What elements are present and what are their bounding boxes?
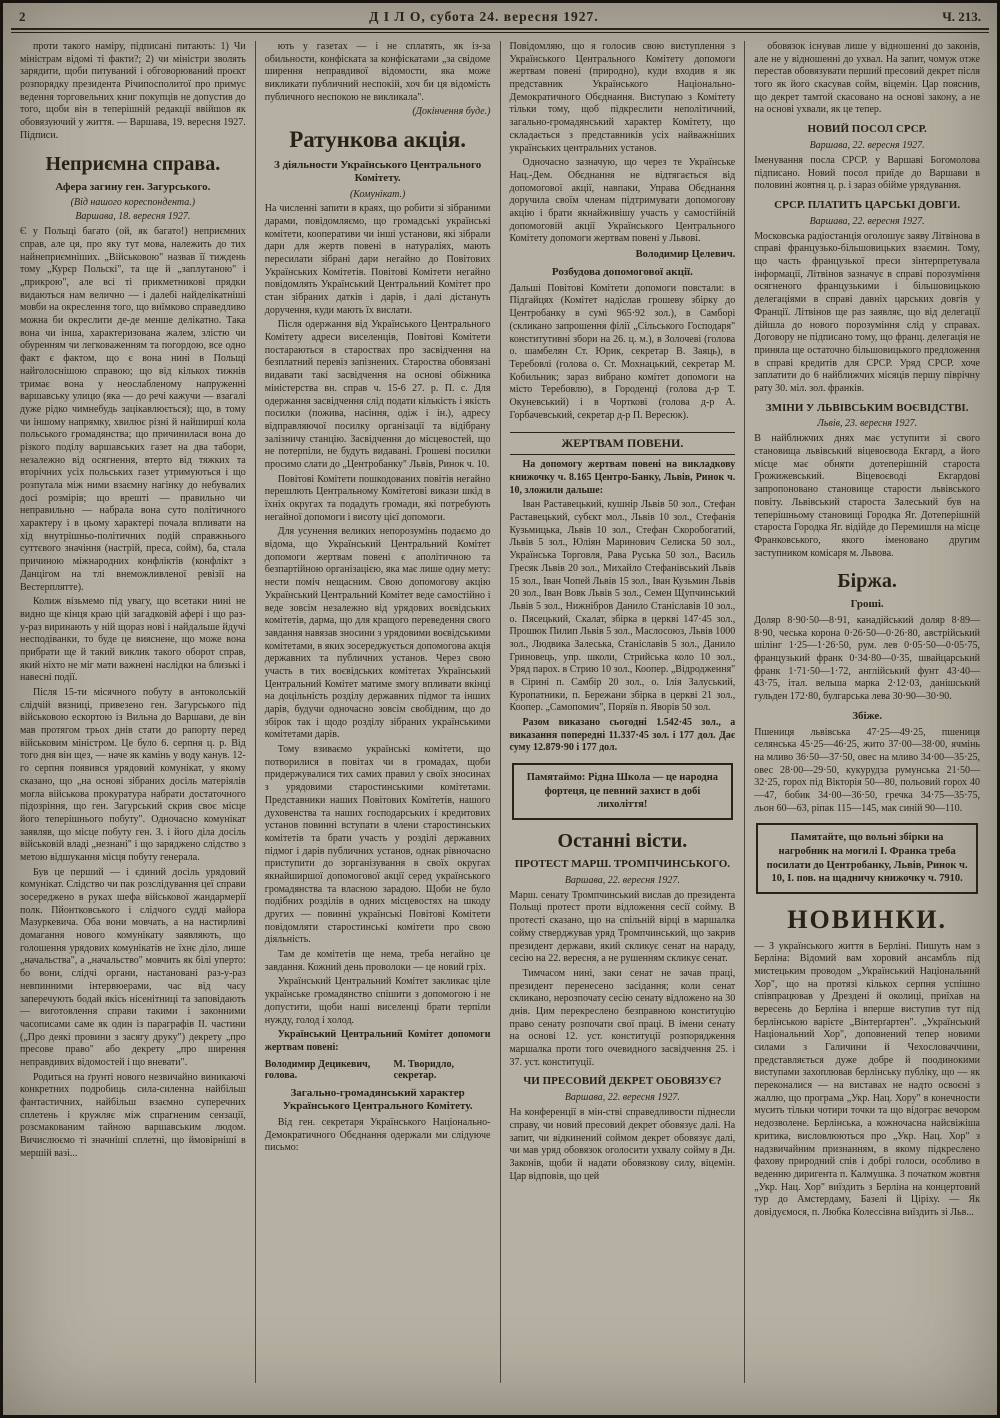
continuation-note: (Докінчення буде.) — [412, 106, 491, 118]
article-subhead-note: (Від нашого кореспондента.) — [70, 197, 196, 209]
paragraph: Український Центральний Комітет закликає ціле українське громадянство спішити з допомогою і не допустити, щоби наші виселенці брати терпіли нужду, голод і холод. — [264, 976, 491, 1026]
article-subhead: Загально-громадянський характер Українського Центрального Комітету. — [282, 1086, 473, 1113]
paragraph-bold: Український Центральний Комітет допомоги жертвам повені: — [264, 1029, 491, 1053]
article-subhead: Афера загину ген. Загурського. — [55, 180, 211, 193]
paragraph: Тому взиваємо українські комітети, що потворилися в повітах чи в громадах, щоби придержувалися тих самих правил у своїх зносинах з урядовими старостинськими комітетами. Представники наших Повітових Комітетів, нашого духовенства та наших господарських і кредитових установ повинні вступати в члени старостинських комітетів та брати участь у розділі державних підмог і дарів публичних установ, однак рівночасно приступити до зорганізування в своїх округах якнайширшої допомогової акції серед українського громадянства та власною зарадою. Щоби не було подібних розділів в одних місцевостях на шкоду других — повинні українські Повітові Комітети повідомляти старостинські комітети про свою діяльність. — [264, 744, 491, 946]
paragraph: проти такого наміру, підписані питають: 1) Чи міністрам відомі ті факти?; 2) чи міністри зволять зарядити, щоби питуваний і обговорюваний проєкт розпорядку президента Річипосполитої про примус ведення торговельних книг покупців не допустив до того, щоби він в теперішній редакції ввійшов як обовязуючий у життя. — Варшава, 19. вересня 1927. Підписи. — [20, 41, 246, 141]
masthead-rule — [11, 28, 989, 30]
dateline: Варшава, 18. вересня 1927. — [75, 211, 191, 223]
paragraph: Після 15-ти місячного побуту в антоколській слідчій вязниці, привезено ген. Загурського під військовою ескортою із Вильна до Варшави, де він мав протягом трьох днів стати до рапорту перед військовим міністром. Це було 6. серпня ц. р. Від того дня він щез, — наче як камінь у воду канув. 12-го серпня появився урядовий комунікат, у якому сказано, що „на основі зібраних досіль матеріялів могла військова прокуратура набрати достаточного підозріння, що ген. Загурський скрив своє місце його теперішнього побуту". Одночасно комунікат заявляв, що місце побуту ген. З. і його діла досіль військовій владі „незнані" і що заряджено слідство з метою відшукання місця побуту генерала. — [20, 687, 246, 863]
paragraph: Там де комітетів ще нема, треба негайно це завдання. Кожний день проволоки — це новий гріх. — [264, 949, 491, 973]
article-subhead: ЧИ ПРЕСОВИЙ ДЕКРЕТ ОБОВЯЗУЄ? — [523, 1075, 722, 1088]
signature-left: Володимир Децикевич, голова. — [264, 1058, 371, 1081]
paragraph: Родиться на ґрунті нового незвичайно виникаючі конкретних подробиць сила-силенна найбільш фантастичних, найбільш взаємно суперечних сплетень і кружляє між спрагненим сензації, розсмакованим тайною варшавським людом. Вичислюємо ті значніші сплетні, що ймовірніші в мершій вазі... — [20, 1071, 246, 1159]
paragraph: Одночасно зазначую, що через те Українське Нац.-Дем. Обєднання не відтягається від допомогової акції, навпаки, Управа Обєднання доручила своїм членам підтримувати допомогову акцію і брати якнайживішу участь у самостійній допомоговій акції Українського Центрального Комітету допомоги жертвам повені у Львові. — [509, 157, 736, 245]
notice-box: Памятаймо: Рідна Школа — це народна фортеця, це певний захист в добі лихоліття! — [512, 763, 734, 820]
signature-right: М. Творидло, секретар. — [393, 1058, 454, 1081]
paragraph-lead: На численні запити в краях, що робити зі зібраними дарами, повідомляємо, що громадські українські комітети, кооперативи чи інші установи, які зібрали дари для жертв повені в натураліях, мають пересилати зібрані дари негайно до Повітових Українських Комітетів. Повітові Комітети негайно повідомлять Український Центральний Комітет про стан зібраних датків і дарів, і далі дістануть доручення, куди мають їх вислати. — [264, 203, 491, 316]
issue-number: Ч. 213. — [942, 9, 981, 24]
paragraph: Іван Раставецький, кушнір Львів 50 зол., Стефан Раставецький, субєкт мол., Львів 10 зол., Стефанія Кузьмицька, Львів 10 зол., Стефан Скоробогатий, Львів 5 зол., Юліян Маринович Селиска 50 зол., Українська Торговля, Рава Руська 50 зол., Василь Гресяк Львів 20 зол., Михайло Стефанівський Львів 15 зол., Іван Чопей Львів 15 зол., Іван Кузьмин Львів 20 зол., Іван Вовк Львів 5 зол., Семен Щупчинський Львів 5 зол., Нижнібров Данило Станіславів 10 зол., о. Пясецький, Скалат, збірка в церкві 147·45 зол., Прошюк Пилип Львів 5 зол., Маслосоюз, Львів 1000 зол., Людвика Залеська, Станіславів 5 зол., Данило Гриновець, упр. школи, Стрийська коло 10 зол., Уряд парох. в Стрию 10 зол., Коопер. „Відродження" в Сірині п. Самбір 20 зол., о. Ілія Залуський, Куропатники, п. Бережани збірка в церкві 21 зол., Коопер. „Самопомич", Поряїв п. Яворів 50 зол. — [509, 499, 736, 714]
masthead — [3, 3, 997, 28]
article-subhead: З діяльности Українського Центрального Комітету. — [273, 158, 482, 185]
article-headline: Біржа. — [837, 570, 897, 593]
article-subhead: СРСР. ПЛАТИТЬ ЦАРСЬКІ ДОВГИ. — [774, 198, 961, 211]
newspaper-column-4 — [744, 41, 989, 1383]
paragraph: Тимчасом нині, заки сенат не зачав праці, президент перенесено засідання; коли сенат скликано, нерозпочату сесію сенату відложено на 30 днів. Цим перекреслено безправною конституцію право сенату розпочати свої праці. В імени сенату на основі 12. уст. конституції розпорядження маршалка проти того очевидного засвідчення 25. і 37. уст. конституції. — [509, 967, 736, 1068]
section-headline: ЖЕРТВАМ ПОВЕНИ. — [510, 432, 736, 455]
paper-title: Д І Л О, субота 24. вересня 1927. — [369, 9, 599, 24]
dateline: Варшава, 22. вересня 1927. — [564, 1092, 680, 1104]
paragraph-lead: Є у Польщі багато (ой, як багато!) неприємних справ, але ця, про яку тут мова, належить до тих найнеприємніших. „Військовою" назвав її тиждень тому „Курєр Польскі", та ще й „заплутаною" і „прикрою", але всі ті прикметникові прядки видаються нам велично — і далебі найделікатніші мовби на окреслення того, що виїмково справедливо можна би окреслити де-де менше делікатно. Така вона чи інша, характеризована жалем, злістю чи обуренням чи легковаженням та погордою, все одно факт є фактом, що є вона нині в Польщі найголоснішою справою; що від кількох тижнів тримає вона у неослабленому напруженні варшавську улицю (яка — до речі кажучи — взагалі дуже рідко чимнебудь зацікавлюється); що, в тому чи іншому напрямку, хвилює різні й найширші кола польського громадянства; що причинилася вона до різкого поділу варшавських газет на два табори, незалежно від осягнення, втерто від тяжких та вторічних усіх польських газет утримуються і що розпутала між ними взаємну нагінку до небувалих досі розмірів; що врешті — правильно чи неправильно — набрала вона суто політичного характеру і в цьому характері почала впливати на хід внутрішньо-політичних подій справжнього суттєвого значіння (настрій, преса, сойм), ба, стала причиною міжнародних конфліктів (конфлікт з Данцігом на тлі внеможливленої ревізії на Вестерплятте). — [20, 226, 246, 593]
newspaper-column-2 — [255, 41, 500, 1383]
article-subhead: Розбудова допомогової акції. — [551, 266, 693, 278]
newspaper-column-3 — [500, 41, 745, 1383]
paragraph-bold: Разом виказано сьогодні 1.542·45 зол., а виказання попередні 11.337·45 зол. і 177 дол. Дає суму 12.879·90 і 177 дол. — [509, 717, 736, 754]
paragraph-lead: Повідомляю, що я голосив свою виступлення з Українського Центрального Комітету допомоги жертвам повені (природно), куди входив я як представник Українського Національно-Демократичного Обєднання. Виступаю з Комітету тільки тому, щоб підкреслити неполітичний, загально-громадянський характер Комітету, що складається з представників усіх найважніших українських центральних установ. — [509, 41, 736, 154]
paragraph-bold: На допомогу жертвам повені на викладкову книжочку ч. 8.165 Центро-Банку, Львів, Ринок ч. 10, зложили дальше: — [509, 459, 736, 496]
article-subhead: НОВИЙ ПОСОЛ СРСР. — [807, 123, 927, 136]
paragraph-lead: Марш. сенату Тромпчинський вислав до президента Польщі протест проти відложення сесії сойму. В протесті сказано, що на спільній вірці в маршалка сойму стверджував уряд Тромпчинський, що закрив президент держави, який скликує сенат на нараду, сесію на 22. вересня, а не рушенням скликує сенат. — [509, 889, 736, 965]
dateline: Львів, 23. вересня 1927. — [817, 418, 918, 430]
article-headline: Ратункова акція. — [289, 127, 467, 153]
column-container — [3, 33, 997, 1383]
paragraph: ють у газетах — і не сплатять, як із-за обильности, конфіската за конфіскатами „за свідоме ширення неправдивої відомости, яка може викликати публичний неспокій, хоч би ця відомість публичного неспокою не викликала". — [264, 41, 491, 103]
article-headline: Неприємна справа. — [45, 152, 221, 175]
dateline: Варшава, 22. вересня 1927. — [809, 139, 925, 151]
notice-box: Памятайте, що вольні збірки на нагробник на могилі І. Франка треба посилати до Центробанку, Львів, Ринок ч. 10, І. пов. на щадничу книжочку ч. 7910. — [756, 823, 978, 894]
paragraph-lead: Іменування посла СРСР. у Варшаві Богомолова підписано. Новий посол приїде до Варшави в половині жовтня ц. р. і зараз обійме урядування. — [754, 154, 980, 192]
dateline: Варшава, 22. вересня 1927. — [564, 874, 680, 886]
signature-row — [265, 1059, 491, 1081]
paragraph: Був це перший — і єдиний досіль урядовий комунікат. Слідство чи пак розслідування цеї справи зосереджено в руках шефа військової жандармерії полк. Пйонтковського і слідчого судді майора Мазуркевича. Оба вони мовчать, а на настирливі домагання нового комунікату заявляють, що голошення урядових комунікатів не їхнє діло, лише „начальства", а „начальство" мовчить як білі уперто: бо вони, слідчі органи, настановані раз-у-раз невпинними інтервюерами, час від часу заперечують бодай якісь нісенітниці та заповідають — виготовлення справи такими і законними часописами саме як один із параграфів ІІ. частини („Про деякі провини з засягу друку") декрету „про пресове право" або декрету „про ширення неправдивих відомостей і що вневати". — [20, 866, 246, 1068]
paragraph-lead: На конференції в мін-стві справедливости піднесли справу, чи новий пресовий декрет обовязує далі. На запит, чи відкинений соймом декрет обовязує далі, чи мав уряд обовязок оголосити ухвалу сойму в Дн. Законів, щоби й надати обовязкову силу, віцемін. Цар відповів, що цей — [509, 1107, 736, 1182]
article-subhead-note: (Комунікат.) — [349, 189, 406, 201]
newspaper-column-1 — [11, 41, 255, 1383]
paragraph-lead: Московська радіостанція оголошує заяву Літвінова в справі французько-більшовицьких взаємин. Тому, що часть французької преси зінтерпретувала інформації, Літвінов зазначує в справі порозуміння осягненого французькими і більшовицькою делегаціями в справі давніх царських довгів у Франції. Літвінов ще раз заявляє, що від делегації дійшла до нового порозуміння слід у справах. Договору не підписано тому, що франц. делегація не приняла ще остаточно більшовицького предложення в справі кредитів для СРСР. Уряд СРСР. хоче заплатити до 6 найближчих місяців першу піврічну рату 30. міл. зол. франків. — [754, 230, 980, 394]
paragraph: Після одержання від Українського Центрального Комітету адреси виселенців, Повітові Комітети постараються в староствах про засвідчення на безплатний перевіз запізнених. Староства обовязані видавати такі засвідчення на основі обіжника міністерства вн. справ ч. 15-6 27. р. П. с. Для одержання засвідчення слід подати кількість і якість посилки (пожива, насіння, одіж і ін.), адресу відправляючої посилку організації та відібрану залізничу станцію. Засвідчення до місцевостей, що не потерпіли, не будуть видавані. Грошеві посилки просимо слати до „Центробанку" Львів, Ринок ч. 10. — [264, 319, 491, 470]
paragraph: обовязок існував лише у відношенні до законів, але не у відношенні до ухвал. На запит, чомуж отже перестав обовязувати перший пресовий декрет після того як його скасував сойм, віцемін. Цар пояснив, що декрет тамтой скасовано на основі закону, а не на основі ухвали, як це тепер. — [754, 41, 980, 116]
paragraph-lead: В найближчих днях має уступити зі свого становища львівський віцевоєвода Екгард, а його місце має обняти дотеперішній староста Грожижевський. Віцевоєводі Екгардові запропоновано становище старости львівського повіту. Львівський староста Залеський був на теперішньому становищі Городка Яг. Дотеперішній староста Городка Яг. відійде до Перемишля на місце Франковського, якого іменовано другим заступником комісаря м. Львова. — [754, 433, 980, 559]
article-subhead: ПРОТЕСТ МАРШ. ТРОМПЧИНСЬКОГО. — [514, 858, 731, 871]
paragraph-lead: Дальші Повітові Комітети допомоги повстали: в Підгайцях (Комітет надіслав грошеву збірку до Центробанку в сумі 965·92 зол.), в Самборі (скликано запрошення філії „Сільського Господаря" конститутивні збори на 26. ц. м.), в Золочеві (голова о. шамбелян Ст. Юрик, секретар В. Заяць), в Теребовлі (голова о. Ст. Мохнацький, секретар М. Кобильник; зараз вибрано комітет допомоги на місто Теребовлю), в Городенці (голова д-р Т. Окуневський) і в Чорткові (голова д-р А. Горбачевський, секретар д-р П. Вересюк). — [509, 282, 736, 421]
paragraph-lead: — З українського життя в Берліні. Пишуть нам з Берліна: Відомий вам хоровий ансамбль під мистецьким проводом „Український Національний Хор", що на протязі кількох серпня успішно співпрацював у Дрездені й околиці, приїхав на вересень до Берліна і вперше виступив тут під берлінською варієте „Вінтерґартен". „Український Національний Хор", доповнений тепер новими силами з Галичини й Чехословаччини, представляється дуже добре й поодинокими виступами захоплював берлінську публіку, що — як переконалися — на виставах не надто освоєні з жаллю, що програма „Укр. Нац. Хору" в конечности мусить тільки чотири точки та що відограє вечором недозволене. Берлінська, а кожночасна найсвіжіша критика, висловлюються про „Укр. Нац. Хор" з надзвичайним признанням, в якому підкреслено фахову природний спів і добрі голоси, особливо в веденню диригента п. Калмушка. З початком жовтня „Укр. Нац. Хор" виїздить з Берліна на концертовий тур до Амстердаму, Базелі й Ціріху. — Як довідуємося, п. Любка Колессівна виїздить зі Льв... — [754, 940, 980, 1218]
article-subhead: ЗМІНИ У ЛЬВІВСЬКИМ ВОЄВІДСТВІ. — [765, 401, 969, 414]
article-subhead: Збіже. — [852, 709, 883, 722]
paragraph-lead: Пшениця львівська 47·25—49·25, пшениця селянська 45·25—46·25, жито 37·00—38·00, ячмінь на мливо 36·50—37·50, овес на мливо 34·00—35·25, овес 28·00—29·50, кукурудза румунська 21·50—32·25, горох під Вікторія 50—80, польовий горох 40—47, бобик 34·00—36·50, гречка 34·75—35·75, льон 60—63, ріпак 115—145, мак синій 90—110. — [754, 726, 980, 814]
page-number: 2 — [19, 9, 26, 24]
paragraph-lead: Доляр 8·90·50—8·91, канадійський доляр 8·89—8·90, чеська корона 0·26·50—0·26·80, австрійський шілінг 1·25—1·26·50, рум. лев 0·05·50—0·05·75, французький франк 0·34·80—0·35, швайцарський франк 1·71·50—1·72, англійський фунт 43·40—43·75, італ. вельша марка 2·12·03, данішський гульден 172·80, булгарська лева 30·90—30·90. — [754, 615, 980, 703]
paragraph: Колиж візьмемо під увагу, що всетаки нині не видно ще кінця краю цій загадковій афері і що раз-у-раз виринають у ній щораз нові і найдальше йдучі несподіванки, то буде це вияснене, що може вона прибрати ще й такий виклик такого оборот справ, який ніхто не міг мати важнені наслідки на близькі і навесні події. — [20, 596, 246, 684]
dateline: Варшава, 22. вересня 1927. — [809, 215, 925, 227]
paragraph: Для усунення великих непорозумінь подаємо до відома, що Український Центральний Комітет допомоги жертвам повені є аполітичною та безпартійною організацією, яка має лише одну мету: нести поміч нещасним. Свою допомогову акцію Український Центральний Комітет веде самостійно і веде зовсім незалежно від урядових воєвідських комітетів, дарма, що для кращого переведення свого завдання навязав зносини з урядовими воєвідськими комітетами, в яких зосереджується допомогова акція державних та публичних установ. Через свою участь в тих воєвідських комітетах Український Центральний Комітет матиме змогу впливати вкінці на доцільність розділу державних підмог та інших дарів, будучи одночасно зовсім свобідним, що до збірок так і щодо розділу зібраних українськими комітетами дарів. — [264, 526, 491, 741]
signature: Володимир Целевич. — [635, 249, 736, 260]
article-headline: Останні вісти. — [557, 830, 688, 853]
section-headline: НОВИНКИ. — [787, 904, 948, 934]
paragraph: Повітові Комітети пошкодованих повітів негайно перешлють Центральному Комітетові викази шкід в їхніх округах та подадуть громади, які потребують негайної допомоги і висоту цієї допомоги. — [264, 473, 491, 523]
paragraph: Від ген. секретаря Українського Національно-Демократичного Обєднання одержали ми слідуюче письмо: — [264, 1117, 491, 1154]
article-subhead: Гроші. — [850, 598, 884, 611]
